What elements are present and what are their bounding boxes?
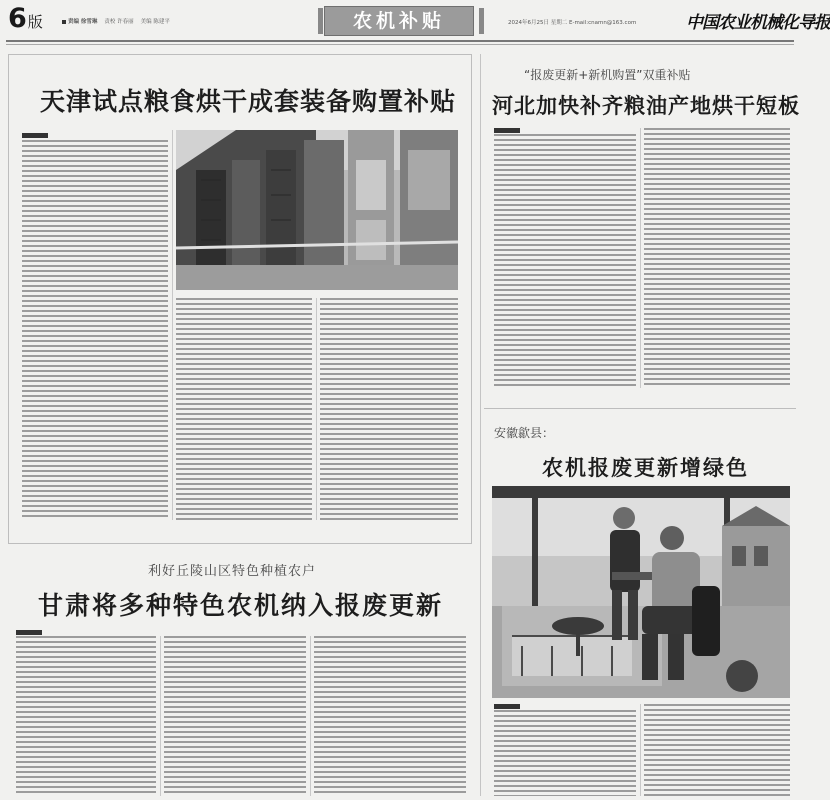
byline-mark xyxy=(494,704,520,709)
grain-dryer-illustration xyxy=(176,130,458,290)
photo-tianjin-grain-dryer xyxy=(176,130,458,290)
editor-credit: 美编 陈建平 xyxy=(140,19,170,25)
article-body-gansu xyxy=(164,636,306,796)
byline-mark xyxy=(494,128,520,133)
square-bullet-icon xyxy=(62,20,66,24)
masthead-rule xyxy=(6,40,794,42)
transplanter-illustration xyxy=(492,486,790,698)
photo-anhui-transplanter xyxy=(492,486,790,698)
column-divider xyxy=(160,636,161,796)
page-number: 6版 xyxy=(8,3,43,34)
headline-tianjin: 天津试点粮食烘干成套装备购置补贴 xyxy=(40,87,457,116)
masthead-rule xyxy=(6,44,794,45)
article-body-anhui xyxy=(644,704,790,796)
article-body-tianjin xyxy=(176,298,312,520)
article-body-gansu xyxy=(16,636,156,796)
article-body-anhui xyxy=(494,710,636,796)
dateline: 2024年6月25日 星期二 E-mail:cnamn@163.com xyxy=(508,20,637,26)
kicker-gansu: 利好丘陵山区特色种植农户 xyxy=(148,564,317,579)
byline-mark xyxy=(22,133,48,138)
article-body-gansu xyxy=(314,636,466,796)
article-body-hebei xyxy=(494,134,636,388)
section-banner xyxy=(318,6,494,36)
byline-mark xyxy=(16,630,42,635)
headline-hebei: 河北加快补齐粮油产地烘干短板 xyxy=(492,93,800,118)
page-gutter xyxy=(480,54,481,796)
headline-anhui: 农机报废更新增绿色 xyxy=(542,455,749,480)
editor-credit: 责校 许春丽 xyxy=(104,19,134,25)
section-separator xyxy=(484,408,796,409)
column-divider xyxy=(640,704,641,796)
column-divider xyxy=(172,130,173,520)
column-divider xyxy=(316,298,317,520)
newspaper-logo: 中国农业机械化导报 xyxy=(686,13,830,33)
article-body-tianjin xyxy=(22,140,168,520)
column-divider xyxy=(310,636,311,796)
editor-credits xyxy=(62,14,170,28)
kicker-anhui: 安徽歙县： xyxy=(494,426,555,440)
headline-gansu: 甘肃将多种特色农机纳入报废更新 xyxy=(38,591,444,620)
kicker-hebei: “报废更新+新机购置”双重补贴 xyxy=(524,68,691,82)
editor-credit: 责编 徐雪琳 xyxy=(62,17,97,25)
column-divider xyxy=(640,128,641,388)
article-body-tianjin xyxy=(320,298,458,520)
article-body-hebei xyxy=(644,128,790,388)
section-title: 农机补贴 xyxy=(324,6,474,36)
